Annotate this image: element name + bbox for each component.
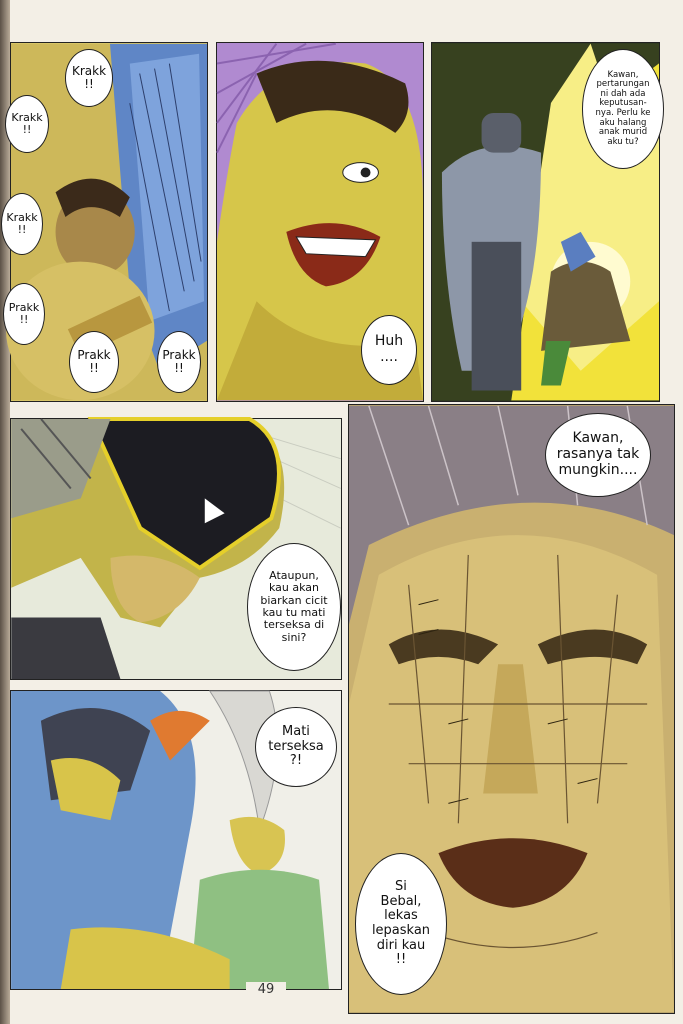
speech-bubble-si-bebal: Si Bebal, lekas lepaskan diri kau !! [355,853,447,995]
sfx-bubble-krakk-1: Krakk !! [65,49,113,107]
sfx-bubble-prakk-2: Prakk !! [69,331,119,393]
speech-bubble-kawan-mungkin: Kawan, rasanya tak mungkin.... [545,413,651,497]
speech-bubble-ataupun: Ataupun, kau akan biarkan cicit kau tu mati terseksa di sini? [247,543,341,671]
page-binding-edge [0,0,10,1024]
sfx-bubble-prakk-1: Prakk !! [3,283,45,345]
panel-scarred-face [348,404,675,1014]
sfx-bubble-krakk-3: Krakk !! [1,193,43,255]
panel-armored-warrior [431,42,660,402]
panel-grappling [6,42,208,402]
speech-bubble-mati-terseksa: Mati terseksa ?! [255,707,337,787]
sfx-bubble-prakk-3: Prakk !! [157,331,201,393]
panel-masked-helmet [10,418,342,680]
speech-bubble-kawan-halang: Kawan, pertarungan ni dah ada keputusan- nya. Perlu ke aku halang anak murid aku tu? [582,49,664,169]
speech-bubble-huh: Huh .... [361,315,417,385]
sfx-bubble-krakk-2: Krakk !! [5,95,49,153]
panel-white-haired-figure [10,690,342,990]
page-number: 49 [246,982,286,997]
panel-grimacing-man [216,42,424,402]
